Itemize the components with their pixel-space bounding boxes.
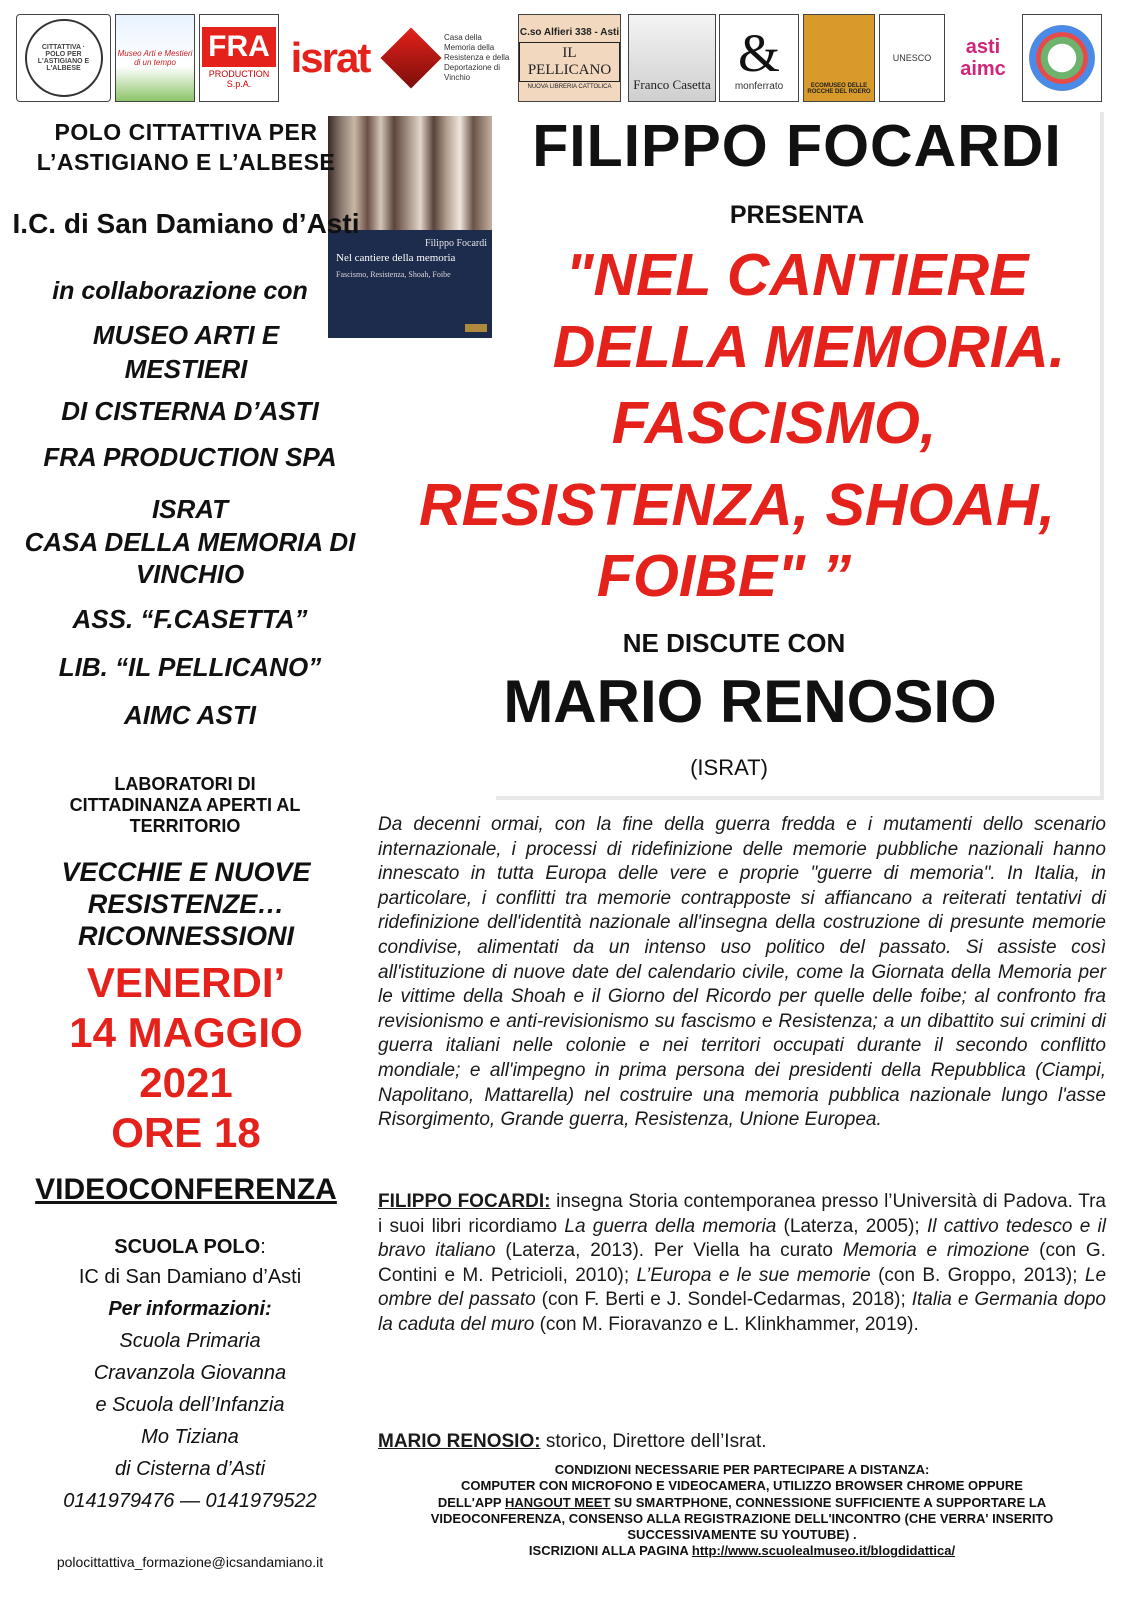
bio-text: (con G. Contini e M. Petricioli, 2010); bbox=[378, 1240, 1106, 1286]
contact-email[interactable]: polocittattiva_formazione@icsandamiano.it bbox=[56, 1554, 324, 1570]
ne-discute-label: NE DISCUTE CON bbox=[622, 628, 846, 658]
bio-book-title: Il cattivo tedesco e il bravo italiano bbox=[378, 1215, 1106, 1262]
scuola-polo-label: SCUOLA POLO bbox=[114, 1236, 261, 1258]
bio-renosio-name: MARIO RENOSIO: bbox=[378, 1431, 541, 1452]
partner-pellicano: LIB. “IL PELLICANO” bbox=[58, 652, 322, 682]
scuola-polo bbox=[10, 1234, 370, 1260]
book-title-line-5: FOIBE" ” bbox=[596, 543, 852, 609]
fra-logo-text: FRA bbox=[202, 27, 276, 67]
conditions-line bbox=[378, 1495, 1106, 1511]
publisher-tag bbox=[465, 324, 487, 332]
bio-text: insegna Storia contemporanea presso l’Università di Padova. Tra i suoi libri ricordiamo bbox=[378, 1191, 1106, 1237]
conditions-line: COMPUTER CON MICROFONO E VIDEOCAMERA, UTILIZZO BROWSER CHROME OPPURE bbox=[461, 1478, 1023, 1494]
aimc-text: asti aimc bbox=[960, 36, 1006, 80]
org-polo: POLO CITTATTIVA PER L’ASTIGIANO E L’ALBESE bbox=[36, 119, 336, 175]
ecomuseo-logo bbox=[803, 14, 875, 102]
book-title-line-2: DELLA MEMORIA. bbox=[552, 314, 1066, 380]
registration-link[interactable]: http://www.scuolealmuseo.it/blogdidattica/ bbox=[691, 1543, 956, 1559]
guest-name: MARIO RENOSIO bbox=[503, 668, 997, 735]
fra-production-logo bbox=[199, 14, 279, 102]
event-date: 14 MAGGIO bbox=[69, 1009, 303, 1056]
casetta-logo bbox=[628, 14, 716, 102]
scuola-polo-colon: : bbox=[260, 1236, 266, 1258]
unesco-text: UNESCO bbox=[892, 53, 932, 63]
museo-logo-text: Museo Arti e Mestieri di un tempo bbox=[117, 49, 193, 67]
event-year: 2021 bbox=[139, 1059, 233, 1106]
globe-logo bbox=[1022, 14, 1102, 102]
bio-text: (Laterza, 2013). Per Viella ha curato bbox=[495, 1240, 843, 1262]
presenter-name: FILIPPO FOCARDI bbox=[532, 113, 1062, 179]
info-line-4: Mo Tiziana bbox=[141, 1426, 239, 1448]
bio-book-title: L’Europa e le sue memorie bbox=[636, 1264, 871, 1286]
poesia-logo bbox=[719, 14, 799, 102]
ampersand-icon: & bbox=[737, 22, 780, 83]
globe-icon bbox=[1029, 25, 1095, 91]
bio-text: (con F. Berti e J. Sondel-Cedarmas, 2018); bbox=[535, 1289, 912, 1311]
poesia-sub: monferrato bbox=[734, 80, 784, 92]
casa-memoria-logo bbox=[378, 14, 510, 102]
bio-book-title: La guerra della memoria bbox=[564, 1215, 777, 1237]
aimc-logo bbox=[950, 14, 1016, 102]
unesco-logo bbox=[879, 14, 945, 102]
bio-text: (Laterza, 2005); bbox=[776, 1215, 927, 1237]
event-time: ORE 18 bbox=[111, 1109, 261, 1156]
bio-text: (con B. Groppo, 2013); bbox=[870, 1264, 1085, 1286]
sponsor-logo-row bbox=[14, 12, 1120, 108]
museo-logo bbox=[115, 14, 195, 102]
guest-org: (ISRAT) bbox=[690, 755, 768, 780]
pellicano-sub: NUOVA LIBRERIA CATTOLICA bbox=[527, 83, 612, 90]
registration-label: ISCRIZIONI ALLA PAGINA bbox=[528, 1543, 692, 1559]
book-title-line-1: "NEL CANTIERE bbox=[565, 242, 1029, 308]
partner-israt: ISRAT bbox=[151, 494, 229, 524]
partner-museo: MUSEO ARTI E MESTIERI bbox=[92, 320, 280, 384]
conditions-title: CONDIZIONI NECESSARIE PER PARTECIPARE A DISTANZA: bbox=[554, 1462, 930, 1477]
participation-conditions bbox=[378, 1462, 1106, 1560]
scuola-polo-name: IC di San Damiano d’Asti bbox=[78, 1266, 302, 1288]
cittattiva-logo bbox=[16, 14, 111, 102]
bio-renosio-text: storico, Direttore dell’Israt. bbox=[540, 1431, 767, 1452]
presenta-label: PRESENTA bbox=[729, 201, 865, 229]
book-title-line-3: FASCISMO, bbox=[611, 390, 937, 456]
info-line-1: Scuola Primaria bbox=[119, 1330, 261, 1352]
registration-line bbox=[378, 1543, 1106, 1559]
info-line-3: e Scuola dell’Infanzia bbox=[95, 1394, 285, 1416]
conditions-text: DELL'APP bbox=[437, 1494, 505, 1510]
pellicano-address: C.so Alfieri 338 - Asti bbox=[519, 26, 620, 38]
bio-focardi-name: FILIPPO FOCARDI: bbox=[378, 1191, 551, 1212]
partner-fra: FRA PRODUCTION SPA bbox=[43, 442, 337, 472]
bio-book-title: Memoria e rimozione bbox=[842, 1240, 1030, 1262]
bio-renosio bbox=[378, 1430, 1106, 1455]
event-abstract: Da decenni ormai, con la fine della guerra fredda e i mutamenti dello scenario internazionale, i processi di ridefinizione delle memorie pubbliche nazionali hanno innescato in tutta Europa delle vere e proprie "guerre di memoria". In Italia, in particolare, i conflitti tra memorie contrapposte si affiancano a reiterati tentativi di ridefinizione dell'identità nazionale all'insegna della costruzione di presunte memorie condivise, alimentati da un intenso uso politico del passato. Si assiste così all'istituzione di nuove date del calendario civile, come la Giornata della Memoria per le vittime della Shoah e il Giorno del Ricordo per quelle delle foibe; al confronto fra revisionismo e anti-revisionismo su fascismo e Resistenza; a un dibattito sui crimini di guerra italiani nelle colonie e nei territori occupati durante il secondo conflitto mondiale; e all'impegno in prima persona dei presidenti della Repubblica (Ciampi, Napolitano, Mattarella) nel costruire una memoria pubblica nazionale lungo l'asse Risorgimento, Grande guerra, Resistenza, Unione Europea. bbox=[378, 814, 1106, 1131]
casa-memoria-text: Casa della Memoria della Resistenza e della Deportazione di Vinchio bbox=[444, 33, 510, 82]
event-mode: VIDEOCONFERENZA bbox=[35, 1173, 337, 1206]
bio-text: (con M. Fioravanzo e L. Klinkhammer, 2019). bbox=[534, 1313, 919, 1335]
event-day: VENERDI’ bbox=[86, 959, 286, 1006]
book-title: Nel cantiere della memoria bbox=[336, 252, 456, 264]
lab-label: LABORATORI DI CITTADINANZA APERTI AL TERRITORIO bbox=[69, 774, 301, 836]
collab-label: in collaborazione con bbox=[52, 277, 308, 305]
conditions-text: SU SMARTPHONE, CONNESSIONE SUFFICIENTE A SUPPORTARE LA bbox=[610, 1494, 1047, 1510]
bio-book-title: Le ombre del passato bbox=[378, 1264, 1107, 1311]
book-author: Filippo Focardi bbox=[425, 238, 487, 249]
casetta-text: Franco Casetta bbox=[633, 77, 711, 92]
book-subtitle: Fascismo, Resistenza, Shoah, Foibe bbox=[336, 270, 451, 279]
hangout-meet-link: HANGOUT MEET bbox=[504, 1494, 611, 1510]
ecomuseo-text: ECOMUSEO DELLE ROCCHE DEL ROERO bbox=[807, 83, 871, 95]
bio-focardi bbox=[378, 1190, 1106, 1338]
casa-memoria-icon bbox=[380, 27, 441, 88]
israt-logo-text: israt bbox=[290, 34, 370, 81]
partner-aimc: AIMC ASTI bbox=[124, 700, 256, 730]
partner-museo-place: DI CISTERNA D’ASTI bbox=[61, 396, 319, 426]
pellicano-name: IL PELLICANO bbox=[519, 42, 620, 82]
pellicano-logo bbox=[518, 14, 621, 102]
bio-book-title: Italia e Germania dopo la caduta del muro bbox=[378, 1289, 1106, 1335]
org-ic: I.C. di San Damiano d’Asti bbox=[12, 208, 360, 239]
info-phones: 0141979476 — 0141979522 bbox=[63, 1490, 317, 1512]
partner-casa-memoria: CASA DELLA MEMORIA DI VINCHIO bbox=[24, 527, 356, 589]
cittattiva-logo-text: CITTATTIVA · POLO PER L'ASTIGIANO E L'ALBESE bbox=[25, 19, 103, 97]
partner-casetta: ASS. “F.CASETTA” bbox=[72, 604, 308, 634]
conditions-line: VIDEOCONFERENZA, CONSENSO ALLA REGISTRAZIONE DELL'INCONTRO (CHE VERRA' INSERITO SUCCESSIVAMENTE SU YOUTUBE) . bbox=[430, 1510, 1054, 1543]
fra-logo-sub: PRODUCTION S.p.A. bbox=[208, 69, 270, 89]
book-title-line-4: RESISTENZA, SHOAH, bbox=[419, 472, 1055, 538]
info-line-5: di Cisterna d’Asti bbox=[114, 1458, 266, 1480]
info-label: Per informazioni: bbox=[108, 1298, 272, 1320]
event-theme: VECCHIE E NUOVE RESISTENZE… RICONNESSIONI bbox=[61, 857, 311, 951]
israt-logo bbox=[288, 14, 372, 102]
info-line-2: Cravanzola Giovanna bbox=[93, 1362, 287, 1384]
